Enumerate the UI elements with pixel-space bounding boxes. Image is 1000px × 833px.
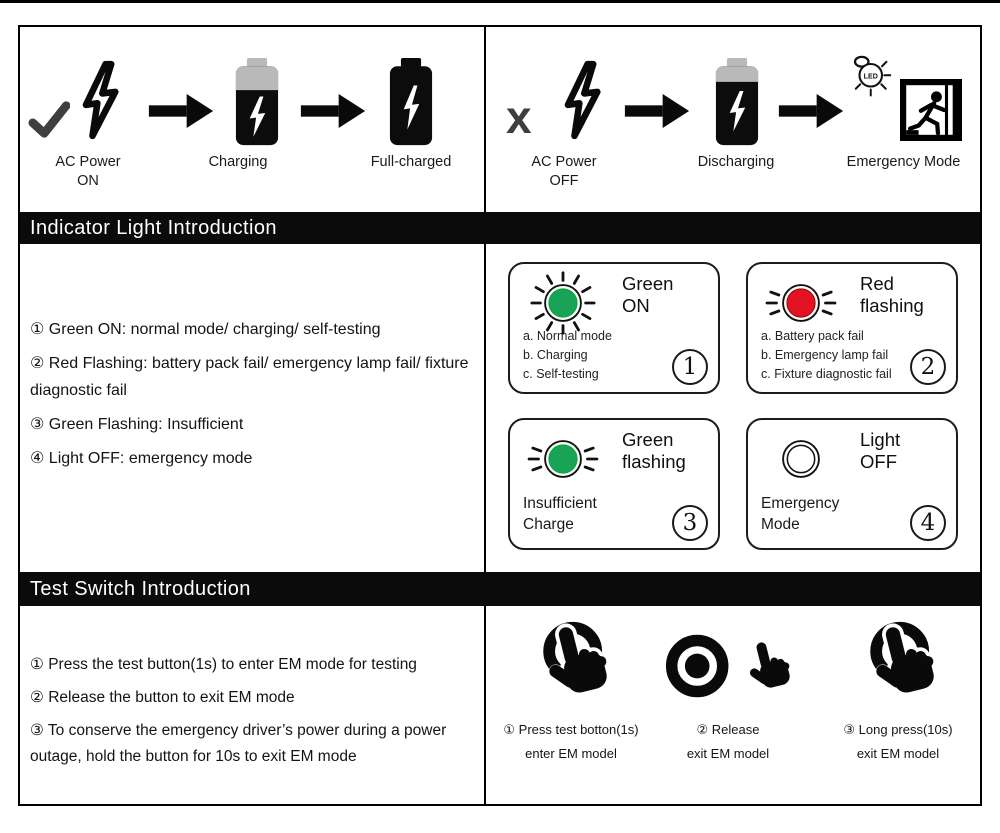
card-light-off [746, 418, 958, 550]
check-icon [28, 99, 70, 139]
test-switch-row [20, 606, 980, 804]
card-title: Red flashing [860, 273, 924, 316]
indicator-cards [486, 244, 978, 572]
led-bulb-icon [846, 53, 894, 105]
card-number-badge: 2 [910, 349, 946, 385]
note-line: ② Red Flashing: battery pack fail/ emergency lamp fail/ fixture diagnostic fail [30, 355, 469, 399]
test-switch-notes [20, 606, 486, 804]
card-title: Green ON [622, 273, 674, 316]
card-items: a. Normal mode b. Charging c. Self-testing [523, 329, 612, 381]
card-caption: Emergency Mode [761, 495, 840, 533]
battery-charging-icon [234, 58, 280, 146]
x-mark-icon: x [506, 91, 532, 143]
arrow-right-icon [624, 94, 690, 128]
arrow-right-icon [300, 94, 366, 128]
green-flashing-light-icon [520, 426, 606, 492]
card-green-on [508, 262, 720, 394]
content-frame [18, 25, 982, 806]
svg-text:LED: LED [863, 72, 878, 81]
note-line: ① Green ON: normal mode/ charging/ self-testing [30, 321, 381, 338]
power-flow-row [20, 27, 980, 212]
card-title: Green flashing [622, 429, 686, 472]
indicator-notes [20, 244, 486, 572]
section-header-test-switch [20, 572, 980, 606]
ac-power-off-flow [486, 27, 978, 212]
gesture-long-press [822, 618, 974, 766]
flow-step-label: Full-charged [370, 154, 452, 170]
flow-step-label: AC Power OFF [531, 154, 597, 189]
arrow-right-icon [148, 94, 214, 128]
section-title: Test Switch Introduction [30, 577, 251, 600]
gesture-release [648, 618, 808, 766]
note-line: ① Press the test button(1s) to enter EM mode for testing [30, 656, 417, 673]
card-green-flashing [508, 418, 720, 550]
section-title: Indicator Light Introduction [30, 216, 277, 239]
note-line: ③ To conserve the emergency driver’s power during a power outage, hold the button for 10s to exit EM mode [30, 722, 447, 765]
note-line: ③ Green Flashing: Insufficient [30, 416, 244, 433]
gesture-caption: ② Release exit EM model [686, 722, 770, 761]
release-button-icon [662, 626, 794, 706]
gesture-press [496, 618, 646, 766]
card-number-badge: 4 [910, 505, 946, 541]
lightning-bolt-icon [550, 55, 612, 145]
section-header-indicator [20, 212, 980, 244]
ac-power-on-flow [20, 27, 486, 212]
battery-full-icon [388, 58, 434, 146]
card-title: Light OFF [860, 429, 901, 472]
gesture-caption: ① Press test botton(1s) enter EM model [503, 722, 639, 761]
lightning-bolt-icon [68, 55, 130, 145]
note-line: ④ Light OFF: emergency mode [30, 450, 253, 467]
card-caption: Insufficient Charge [523, 495, 597, 533]
flow-step-label: Charging [208, 154, 268, 170]
emergency-exit-icon [900, 77, 962, 143]
top-edge-line [0, 0, 1000, 3]
arrow-right-icon [778, 94, 844, 128]
indicator-row [20, 244, 980, 572]
battery-discharging-icon [714, 58, 760, 146]
flow-step-label: Discharging [697, 154, 775, 170]
press-button-icon [529, 618, 613, 708]
note-line: ② Release the button to exit EM mode [30, 689, 295, 706]
flow-step-label: Emergency Mode [846, 154, 961, 170]
long-press-button-icon [856, 618, 940, 708]
card-number-badge: 1 [672, 349, 708, 385]
flow-step-label: AC Power ON [55, 154, 121, 189]
test-switch-gestures [486, 606, 978, 804]
card-red-flashing [746, 262, 958, 394]
light-off-icon [758, 426, 844, 492]
card-number-badge: 3 [672, 505, 708, 541]
gesture-caption: ③ Long press(10s) exit EM model [843, 722, 953, 761]
card-items: a. Battery pack fail b. Emergency lamp fail c. Fixture diagnostic fail [761, 329, 892, 381]
